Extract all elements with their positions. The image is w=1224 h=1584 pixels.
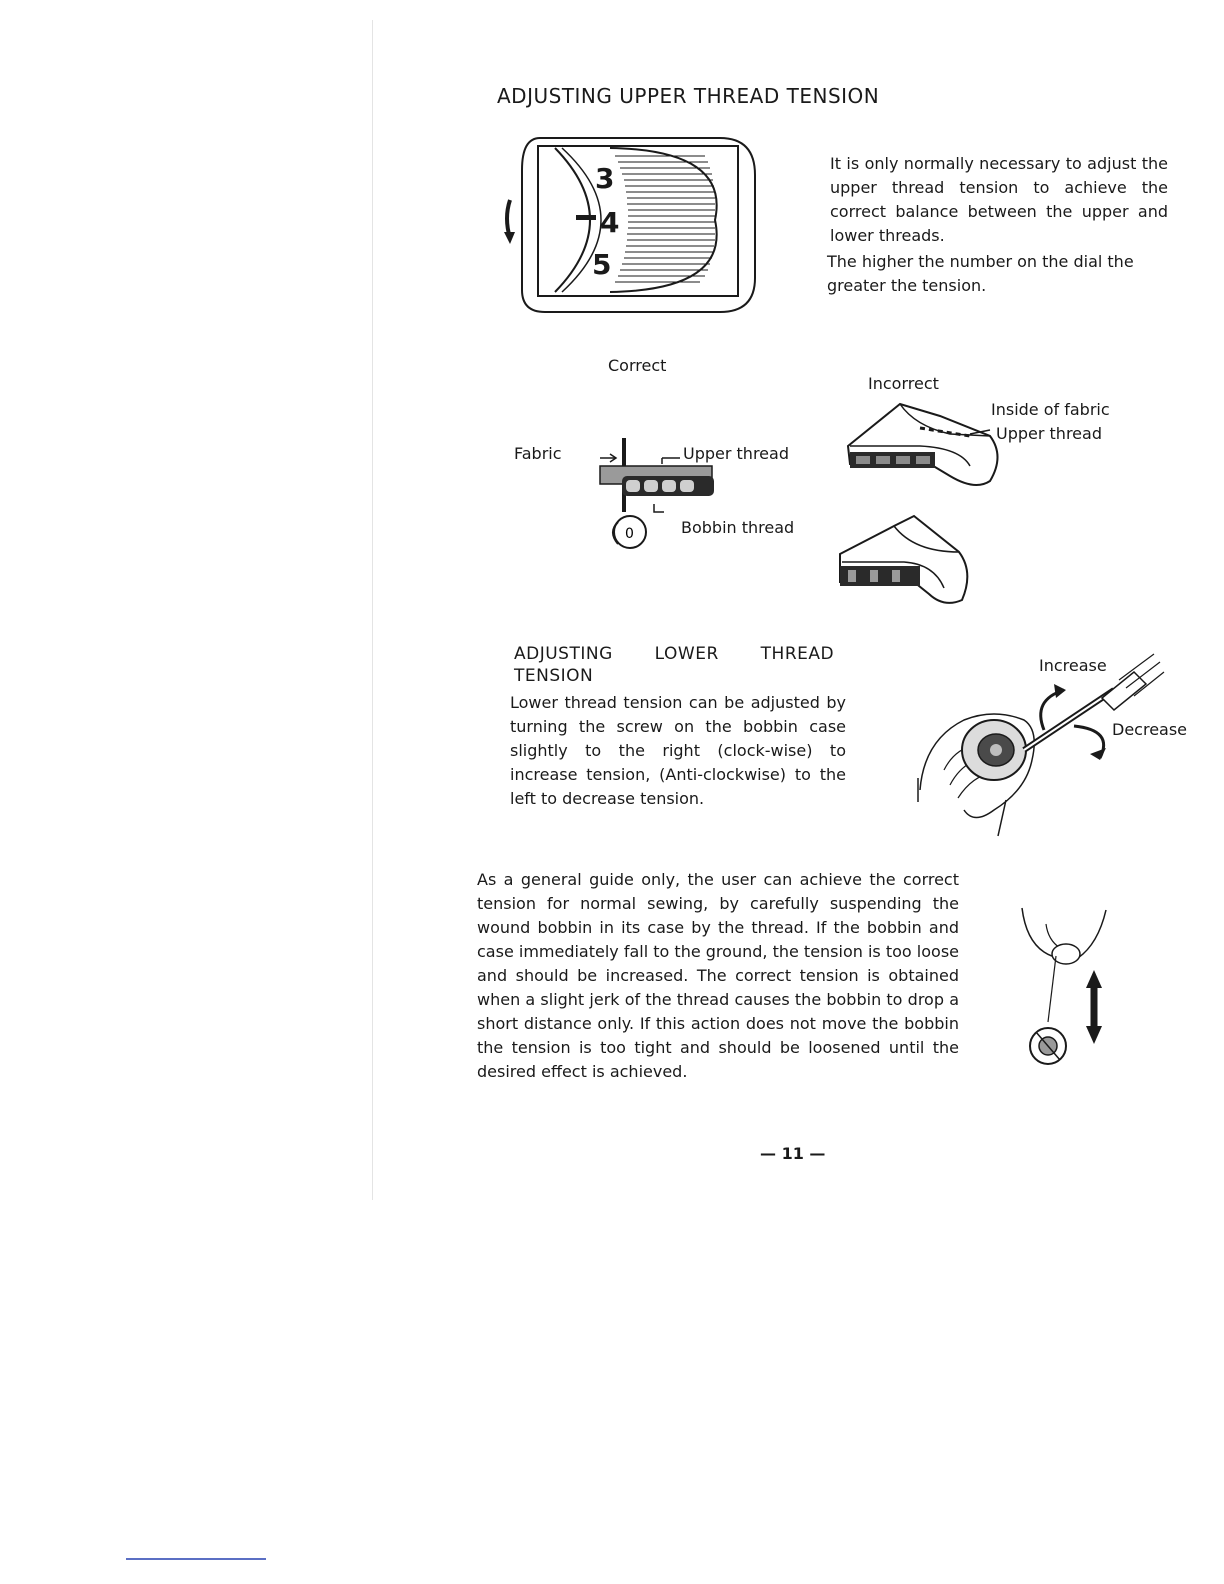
decrease-label: Decrease <box>1112 720 1188 739</box>
upper-tension-paragraph-1: It is only normally necessary to adjust the upper thread tension to achieve the correct balance between the upper and lower threads. <box>830 154 1168 245</box>
left-margin-line <box>372 20 373 1200</box>
dial-number-3: 3 <box>595 162 615 195</box>
suspended-bobbin-illustration <box>1016 904 1116 1074</box>
correct-stitch-illustration <box>594 434 724 564</box>
lower-tension-title <box>514 643 850 687</box>
incorrect-upper-thread-label: Upper thread <box>996 424 1102 443</box>
dial-number-4: 4 <box>600 206 620 239</box>
incorrect-label: Incorrect <box>868 374 939 393</box>
bobbin-thread-label: Bobbin thread <box>681 518 795 537</box>
fabric-label: Fabric <box>514 444 562 463</box>
bobbin-mark: 0 <box>625 526 634 542</box>
incorrect-stitch-illustration-bottom <box>834 512 974 612</box>
upper-thread-label: Upper thread <box>683 444 789 463</box>
correct-label: Correct <box>608 356 667 375</box>
tension-dial-illustration <box>500 130 765 320</box>
bobbin-case-screwdriver-illustration <box>914 650 1174 840</box>
lower-tension-paragraph: Lower thread tension can be adjusted by turning the screw on the bobbin case slightly to the right (clock-wise) to increase tension, (Anti-clockwise) to the left to decrease tension. <box>510 693 846 808</box>
lower-tension-title-line-2: TENSION <box>514 666 594 686</box>
lower-tension-title-line-1: ADJUSTING LOWER THREAD <box>514 644 835 664</box>
page-number: — 11 — <box>760 1144 826 1163</box>
upper-tension-title: ADJUSTING UPPER THREAD TENSION <box>497 84 880 108</box>
bottom-left-rule <box>126 1558 266 1560</box>
increase-label: Increase <box>1039 656 1107 675</box>
inside-fabric-label: Inside of fabric <box>991 400 1110 419</box>
dial-number-5: 5 <box>592 248 612 281</box>
incorrect-stitch-illustration-top <box>840 396 1010 496</box>
general-guide-paragraph: As a general guide only, the user can achieve the correct tension for normal sewing, by carefully suspending the wound bobbin in its case by the thread. If the bobbin and case immediately fall to the ground, the tension is too loose and should be increased. The correct tension is obtained when a slight jerk of the thread causes the bobbin to drop a short distance only. If this action does not move the bobbin the tension is too tight and should be loosened until the desired effect is achieved. <box>477 870 959 1081</box>
upper-tension-paragraph-2: The higher the number on the dial the greater the tension. <box>827 252 1134 295</box>
